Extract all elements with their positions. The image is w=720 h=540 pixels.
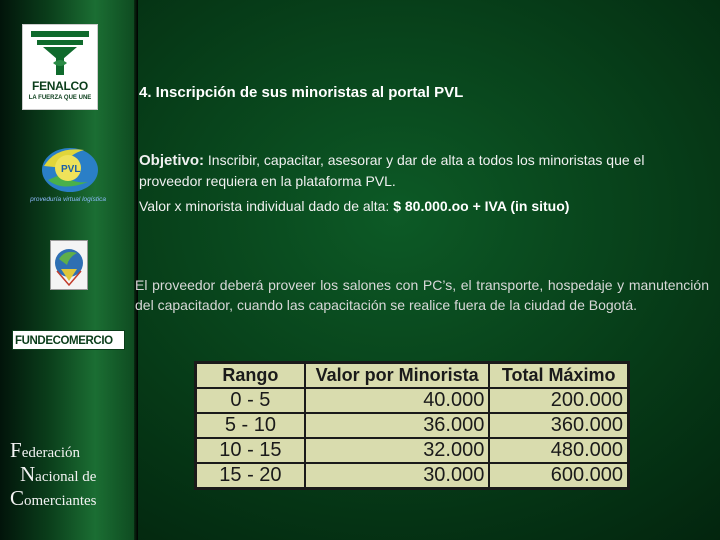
cell-valor: 32.000 [305,438,490,463]
fenalco-emblem-icon [23,25,97,81]
cell-rango: 15 - 20 [196,463,305,489]
globe-logo [50,240,88,290]
valor-label: Valor x minorista individual dado de alta: [139,198,394,214]
table-row [196,388,629,413]
federacion-line-1: Federación [10,438,80,462]
pvl-caption: proveduría virtual logística [30,196,106,203]
cell-total: 480.000 [489,438,628,463]
proveedor-paragraph: El proveedor deberá proveer los salones con PC’s, el transporte, hospedaje y manutención del capacitador, cuando las capacitación se realice fuera de la ciudad de Bogotá. [135,277,709,313]
fenalco-motto: LA FUERZA QUE UNE [28,95,92,101]
table-header-row [196,363,629,389]
cell-valor: 36.000 [305,413,490,438]
objetivo-text: Inscribir, capacitar, asesorar y dar de alta a todos los minoristas que el proveedor requiera en la plataforma PVL. [139,152,645,189]
header-valor: Valor por Minorista [305,363,490,389]
cell-rango: 10 - 15 [196,438,305,463]
cell-total: 600.000 [489,463,628,489]
svg-text:PVL: PVL [61,164,81,175]
pvl-logo [6,140,130,212]
federacion-line-2: Nacional de [20,462,97,486]
slide-title: 4. Inscripción de sus minoristas al portal PVL [139,84,464,101]
fenalco-name: FENALCO [32,79,88,93]
header-total: Total Máximo [489,363,628,389]
table-row [196,413,629,438]
cell-total: 360.000 [489,413,628,438]
cell-valor: 30.000 [305,463,490,489]
objetivo-label: Objetivo: [139,152,205,169]
rates-table [194,361,630,490]
federacion-line-3: Comerciantes [10,486,97,510]
table-row [196,463,629,489]
cell-total: 200.000 [489,388,628,413]
federacion-wordmark [10,440,134,512]
objetivo-paragraph [139,150,711,191]
fenalco-logo [22,24,98,110]
sidebar-divider [134,0,138,540]
cell-valor: 40.000 [305,388,490,413]
valor-amount: $ 80.000.oo + IVA (in situo) [393,198,570,214]
header-rango: Rango [196,363,305,389]
table-row [196,438,629,463]
fundecomercio-logo: FUNDECOMERCIO [12,330,125,350]
globe-emblem-icon [51,241,87,289]
valor-line [139,198,711,214]
cell-rango: 5 - 10 [196,413,305,438]
pvl-globe-icon [6,140,130,196]
cell-rango: 0 - 5 [196,388,305,413]
